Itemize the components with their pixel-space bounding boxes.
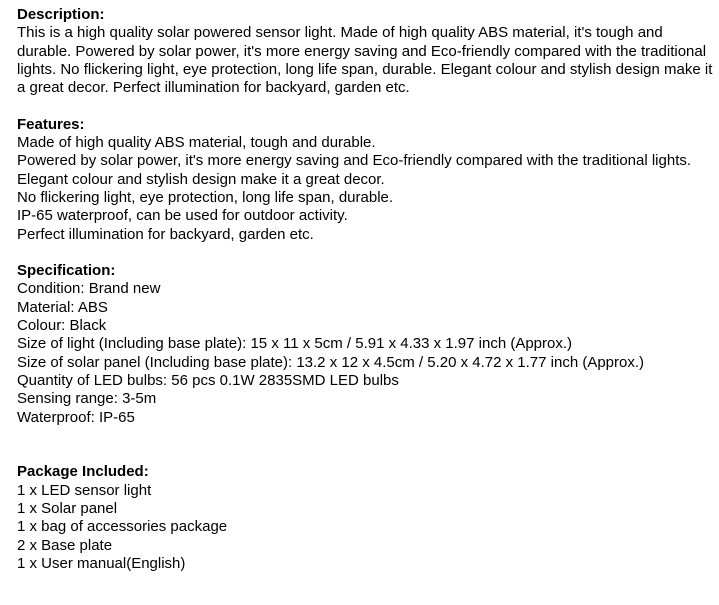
- package-section: [17, 463, 713, 573]
- spec-item: Material: ABS: [17, 298, 108, 316]
- package-item: 1 x LED sensor light: [17, 481, 152, 499]
- spacer: [17, 427, 713, 464]
- spec-item: Colour: Black: [17, 317, 107, 335]
- package-item: 2 x Base plate: [17, 536, 113, 554]
- package-item: 1 x bag of accessories package: [17, 518, 228, 536]
- feature-item: IP-65 waterproof, can be used for outdoor activity.: [17, 207, 348, 225]
- package-item: 1 x User manual(English): [17, 554, 186, 572]
- spec-item: Quantity of LED bulbs: 56 pcs 0.1W 2835SMD LED bulbs: [17, 371, 399, 389]
- spec-item: Size of solar panel (Including base plate): 13.2 x 12 x 4.5cm / 5.20 x 4.72 x 1.77 inch (Approx.): [17, 353, 645, 371]
- specification-heading: Specification:: [17, 262, 116, 280]
- feature-item: No flickering light, eye protection, long life span, durable.: [17, 188, 394, 206]
- description-heading: Description:: [17, 6, 105, 23]
- features-section: [17, 116, 713, 244]
- spec-item: Sensing range: 3-5m: [17, 390, 157, 408]
- specification-section: [17, 262, 713, 427]
- feature-item: Elegant colour and stylish design make it a great decor.: [17, 170, 385, 188]
- product-document: [17, 6, 713, 573]
- feature-item: Powered by solar power, it's more energy saving and Eco-friendly compared with the traditional lights.: [17, 152, 692, 170]
- description-section: [17, 6, 713, 97]
- feature-item: Made of high quality ABS material, tough and durable.: [17, 134, 376, 152]
- features-heading: Features:: [17, 115, 85, 133]
- spec-item: Condition: Brand new: [17, 280, 161, 298]
- spec-item: Waterproof: IP-65: [17, 408, 135, 426]
- feature-item: Perfect illumination for backyard, garden etc.: [17, 225, 314, 243]
- package-item: 1 x Solar panel: [17, 500, 118, 518]
- spacer: [17, 97, 713, 115]
- spec-item: Size of light (Including base plate): 15 x 11 x 5cm / 5.91 x 4.33 x 1.97 inch (Approx.): [17, 335, 573, 353]
- spacer: [17, 244, 713, 262]
- description-text: This is a high quality solar powered sensor light. Made of high quality ABS material, it's tough and durable. Powered by solar power, it's more energy saving and Eco-friendly compared with the traditional lights. No flickering light, eye protection, long life span, durable. Elegant colour and stylish design make it a great decor. Perfect illumination for backyard, garden etc.: [17, 24, 713, 97]
- package-heading: Package Included:: [17, 463, 149, 481]
